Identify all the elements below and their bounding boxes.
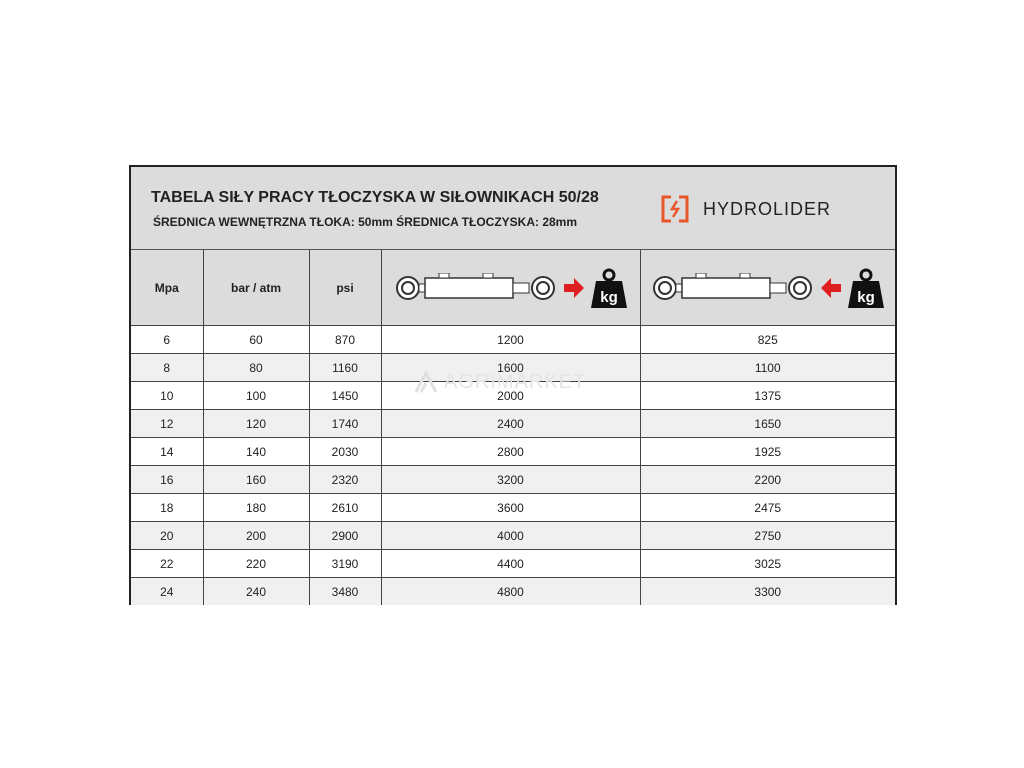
- table-row: [131, 522, 895, 550]
- cell-psi: 1160: [309, 354, 381, 382]
- table-row: [131, 438, 895, 466]
- table-row: [131, 578, 895, 606]
- cell-pull-kg: 2475: [640, 494, 895, 522]
- table-title: TABELA SIŁY PRACY TŁOCZYSKA W SIŁOWNIKACH 50/28: [151, 189, 599, 206]
- weight-kg-icon: [847, 268, 885, 308]
- cell-mpa: 10: [131, 382, 203, 410]
- cell-bar: 220: [203, 550, 309, 578]
- cell-bar: 80: [203, 354, 309, 382]
- cell-mpa: 6: [131, 326, 203, 354]
- cell-mpa: 22: [131, 550, 203, 578]
- arrow-right-icon: [564, 278, 584, 298]
- col-bar: bar / atm: [203, 250, 309, 326]
- col-psi: psi: [309, 250, 381, 326]
- cell-mpa: 8: [131, 354, 203, 382]
- cell-push-kg: 4000: [381, 522, 640, 550]
- hydrolider-logo-icon: [661, 195, 689, 223]
- cell-push-kg: 3200: [381, 466, 640, 494]
- cell-mpa: 24: [131, 578, 203, 606]
- weight-label: kg: [600, 288, 618, 306]
- hydraulic-cylinder-icon: [650, 273, 815, 303]
- cell-psi: 1740: [309, 410, 381, 438]
- col-pull-force: [640, 250, 895, 326]
- cell-psi: 3190: [309, 550, 381, 578]
- brand-name: HYDROLIDER: [703, 198, 832, 219]
- brand-logo: [661, 195, 831, 223]
- col-push-force: [381, 250, 640, 326]
- cell-push-kg: 1600: [381, 354, 640, 382]
- cell-push-kg: 2000: [381, 382, 640, 410]
- cylinder-pull-icon: [641, 268, 896, 308]
- table-row: [131, 410, 895, 438]
- cell-bar: 100: [203, 382, 309, 410]
- cell-bar: 60: [203, 326, 309, 354]
- cell-psi: 870: [309, 326, 381, 354]
- table-header: [131, 167, 895, 250]
- weight-label: kg: [857, 288, 876, 306]
- cell-bar: 120: [203, 410, 309, 438]
- cell-pull-kg: 3300: [640, 578, 895, 606]
- table-row: [131, 494, 895, 522]
- cell-bar: 240: [203, 578, 309, 606]
- cell-pull-kg: 3025: [640, 550, 895, 578]
- cell-mpa: 20: [131, 522, 203, 550]
- cell-mpa: 18: [131, 494, 203, 522]
- cell-pull-kg: 1375: [640, 382, 895, 410]
- cell-pull-kg: 2200: [640, 466, 895, 494]
- cell-pull-kg: 825: [640, 326, 895, 354]
- cell-psi: 2900: [309, 522, 381, 550]
- force-table: [131, 250, 895, 605]
- col-mpa: Mpa: [131, 250, 203, 326]
- weight-kg-icon: [590, 268, 628, 308]
- cell-mpa: 12: [131, 410, 203, 438]
- table-row: [131, 326, 895, 354]
- table-subtitle: ŚREDNICA WEWNĘTRZNA TŁOKA: 50mm ŚREDNICA TŁOCZYSKA: 28mm: [153, 215, 578, 229]
- table-row: [131, 354, 895, 382]
- table-row: [131, 550, 895, 578]
- cylinder-push-icon: [382, 268, 640, 308]
- cell-bar: 160: [203, 466, 309, 494]
- cell-pull-kg: 2750: [640, 522, 895, 550]
- cell-psi: 1450: [309, 382, 381, 410]
- cell-pull-kg: 1650: [640, 410, 895, 438]
- column-header-row: [131, 250, 895, 326]
- cell-psi: 2320: [309, 466, 381, 494]
- cell-mpa: 14: [131, 438, 203, 466]
- cell-push-kg: 2800: [381, 438, 640, 466]
- watermark-text: AGRIMARKET: [444, 370, 587, 393]
- cell-bar: 200: [203, 522, 309, 550]
- table-row: [131, 466, 895, 494]
- cell-psi: 2030: [309, 438, 381, 466]
- cell-push-kg: 1200: [381, 326, 640, 354]
- cell-push-kg: 3600: [381, 494, 640, 522]
- cell-bar: 180: [203, 494, 309, 522]
- cell-push-kg: 2400: [381, 410, 640, 438]
- hydraulic-cylinder-icon: [393, 273, 558, 303]
- cell-psi: 3480: [309, 578, 381, 606]
- cell-bar: 140: [203, 438, 309, 466]
- table-row: [131, 382, 895, 410]
- cell-mpa: 16: [131, 466, 203, 494]
- cell-pull-kg: 1925: [640, 438, 895, 466]
- cell-push-kg: 4800: [381, 578, 640, 606]
- force-table-card: [129, 165, 897, 605]
- cell-pull-kg: 1100: [640, 354, 895, 382]
- cell-psi: 2610: [309, 494, 381, 522]
- cell-push-kg: 4400: [381, 550, 640, 578]
- arrow-left-icon: [821, 278, 841, 298]
